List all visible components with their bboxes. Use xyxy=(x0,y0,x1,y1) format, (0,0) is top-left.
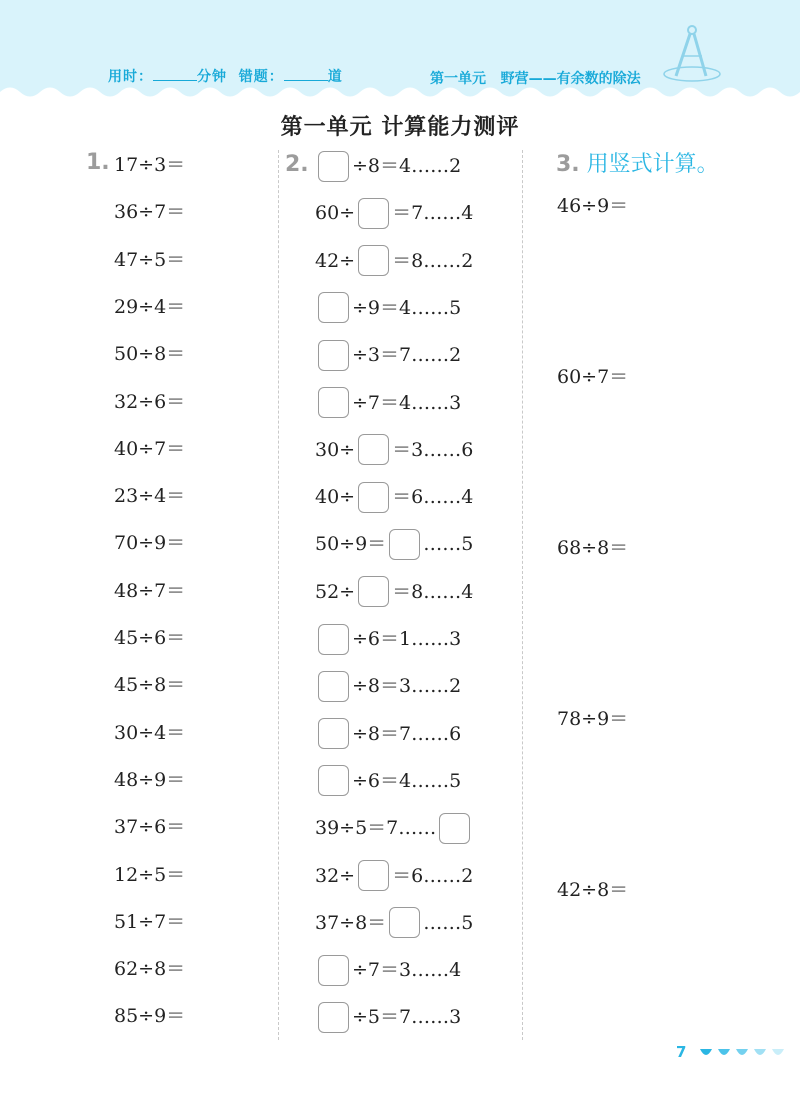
vertical-division-exercise: 46÷9＝ xyxy=(557,195,629,217)
answer-box[interactable] xyxy=(318,1002,349,1033)
division-exercise: 51÷7＝ xyxy=(114,910,186,933)
page-number: 7 xyxy=(676,1043,687,1061)
fill-in-exercise xyxy=(315,290,461,324)
unit-label: 第一单元 xyxy=(430,71,486,87)
vertical-division-exercise: 42÷8＝ xyxy=(557,879,629,901)
fill-in-exercise xyxy=(315,810,473,844)
answer-box[interactable] xyxy=(358,860,389,891)
fill-in-exercise xyxy=(315,526,473,560)
exercise-before-text: 40÷ xyxy=(315,486,356,509)
fill-in-exercise xyxy=(315,763,461,797)
exercise-after-text: ÷3＝7……2 xyxy=(352,344,462,367)
fill-in-exercise xyxy=(315,385,461,419)
exercise-after-text: ＝3……6 xyxy=(392,438,474,461)
answer-box[interactable] xyxy=(318,387,349,418)
answer-box[interactable] xyxy=(358,576,389,607)
vertical-division-exercise: 68÷8＝ xyxy=(557,537,629,559)
fill-in-exercise xyxy=(315,337,461,371)
time-errors-record xyxy=(108,66,343,86)
division-exercise: 32÷6＝ xyxy=(114,390,186,413)
answer-box[interactable] xyxy=(318,151,349,182)
division-exercise: 48÷9＝ xyxy=(114,768,186,791)
division-exercise: 17÷3＝ xyxy=(114,154,186,176)
division-exercise: 30÷4＝ xyxy=(114,721,186,744)
fill-in-exercise xyxy=(315,668,461,702)
exercise-after-text: ＝8……2 xyxy=(392,249,474,272)
exercise-after-text: ……5 xyxy=(423,533,474,556)
division-exercise: 48÷7＝ xyxy=(114,579,186,602)
exercise-after-text: ÷8＝3……2 xyxy=(352,675,462,698)
division-exercise: 45÷8＝ xyxy=(114,674,186,697)
vertical-division-exercise: 78÷9＝ xyxy=(557,708,629,730)
answer-box[interactable] xyxy=(389,907,420,938)
unit-breadcrumb xyxy=(430,68,641,88)
answer-box[interactable] xyxy=(318,292,349,323)
time-blank[interactable] xyxy=(153,68,197,81)
section-3-heading xyxy=(556,150,719,180)
division-exercise: 50÷8＝ xyxy=(114,343,186,366)
exercise-before-text: 39÷5＝7…… xyxy=(315,817,437,840)
division-exercise: 47÷5＝ xyxy=(114,248,186,271)
division-exercise: 37÷6＝ xyxy=(114,816,186,839)
section-3-title: 用竖式计算。 xyxy=(586,152,719,177)
exercise-before-text: 30÷ xyxy=(315,438,356,461)
errors-unit: 道 xyxy=(327,69,343,85)
time-unit: 分钟 xyxy=(197,69,227,85)
division-exercise: 85÷9＝ xyxy=(114,1005,186,1028)
division-exercise: 45÷6＝ xyxy=(114,627,186,649)
answer-box[interactable] xyxy=(358,482,389,513)
time-label: 用时： xyxy=(108,69,153,85)
division-exercise: 62÷8＝ xyxy=(114,958,186,981)
page-header xyxy=(0,0,800,100)
division-exercise: 36÷7＝ xyxy=(114,201,186,224)
fill-in-exercise xyxy=(315,479,473,513)
division-exercise: 40÷7＝ xyxy=(114,437,186,460)
division-exercise: 12÷5＝ xyxy=(114,863,186,886)
exercise-after-text: ÷7＝3……4 xyxy=(352,959,462,982)
fill-in-exercise xyxy=(315,621,461,655)
division-exercise: 29÷4＝ xyxy=(114,295,186,318)
exercise-after-text: ＝8……4 xyxy=(392,580,474,603)
exercise-after-text: ÷7＝4……3 xyxy=(352,391,462,414)
answer-box[interactable] xyxy=(358,245,389,276)
section-2-number: 2. xyxy=(285,152,309,177)
section-3-number: 3. xyxy=(556,152,580,177)
answer-box[interactable] xyxy=(318,955,349,986)
exercise-before-text: 42÷ xyxy=(315,249,356,272)
answer-box[interactable] xyxy=(318,765,349,796)
exercise-before-text: 50÷9＝ xyxy=(315,533,387,556)
fill-in-exercise xyxy=(315,952,461,986)
exercise-after-text: ÷6＝1……3 xyxy=(352,628,462,650)
page-title: 第一单元 计算能力测评 xyxy=(280,115,520,140)
exercise-before-text: 32÷ xyxy=(315,864,356,887)
exercise-after-text: ＝7……4 xyxy=(392,202,474,225)
section-1-number: 1. xyxy=(86,150,110,175)
lesson-label: 野营——有余数的除法 xyxy=(500,71,641,87)
exercise-after-text: ÷8＝4……2 xyxy=(352,155,462,177)
answer-box[interactable] xyxy=(358,198,389,229)
fill-in-exercise xyxy=(315,858,473,892)
column-divider-1 xyxy=(278,150,279,1040)
answer-box[interactable] xyxy=(389,529,420,560)
answer-box[interactable] xyxy=(439,813,470,844)
answer-box[interactable] xyxy=(318,340,349,371)
fill-in-exercise xyxy=(315,999,461,1033)
exercise-after-text: ……5 xyxy=(423,911,474,934)
fill-in-exercise xyxy=(315,243,473,277)
exercise-after-text: ＝6……4 xyxy=(392,486,474,509)
fill-in-exercise xyxy=(315,716,461,750)
answer-box[interactable] xyxy=(358,434,389,465)
exercise-after-text: ＝6……2 xyxy=(392,864,474,887)
answer-box[interactable] xyxy=(318,671,349,702)
exercise-before-text: 52÷ xyxy=(315,580,356,603)
fill-in-exercise xyxy=(315,195,473,229)
division-exercise: 70÷9＝ xyxy=(114,532,186,555)
errors-label: 错题： xyxy=(238,69,284,85)
exercise-after-text: ÷8＝7……6 xyxy=(352,722,462,745)
errors-blank[interactable] xyxy=(284,68,328,81)
exercise-before-text: 37÷8＝ xyxy=(315,911,387,934)
fill-in-exercise xyxy=(315,148,461,182)
exercise-before-text: 60÷ xyxy=(315,202,356,225)
answer-box[interactable] xyxy=(318,624,349,655)
vertical-division-exercise: 60÷7＝ xyxy=(557,366,629,388)
compass-icon xyxy=(662,22,722,84)
exercise-after-text: ÷9＝4……5 xyxy=(352,296,462,319)
exercise-after-text: ÷6＝4……5 xyxy=(352,769,462,792)
fill-in-exercise xyxy=(315,432,473,466)
decorative-drops-icon xyxy=(698,1047,790,1059)
exercise-after-text: ÷5＝7……3 xyxy=(352,1006,462,1029)
fill-in-exercise xyxy=(315,905,473,939)
fill-in-exercise xyxy=(315,574,473,608)
answer-box[interactable] xyxy=(318,718,349,749)
column-divider-2 xyxy=(522,150,523,1040)
division-exercise: 23÷4＝ xyxy=(114,485,186,508)
